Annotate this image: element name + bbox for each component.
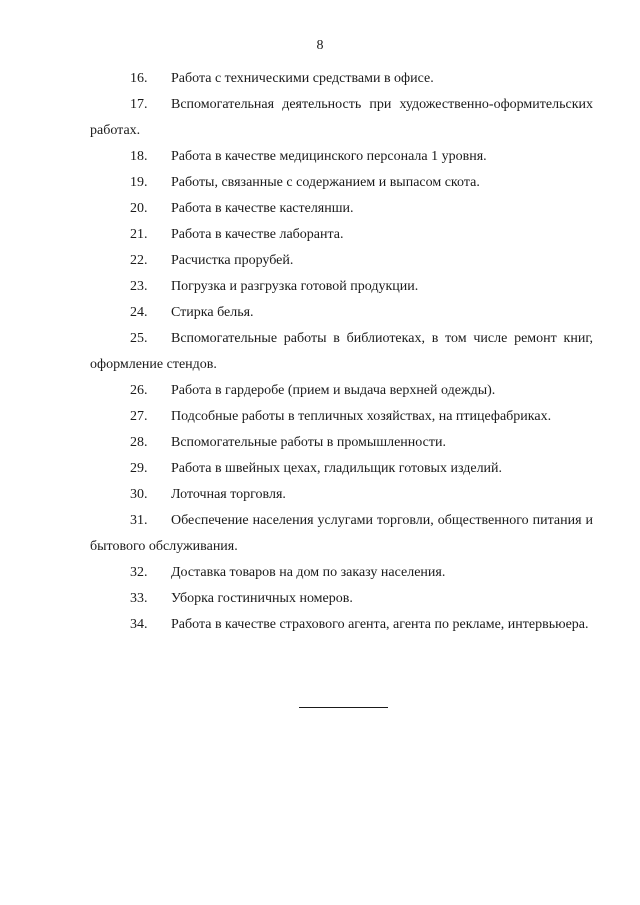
item-text: Вспомогательные работы в библиотеках, в том числе ремонт книг, оформление стендов. [90, 331, 593, 372]
list-item [90, 92, 593, 144]
item-number: 28. [130, 435, 148, 450]
list-item [90, 586, 593, 612]
item-text: Доставка товаров на дом по заказу населения. [171, 565, 446, 580]
list-item [90, 560, 593, 586]
list-item [90, 612, 593, 638]
item-number: 31. [130, 513, 148, 528]
end-rule [299, 707, 388, 708]
item-number: 30. [130, 487, 148, 502]
item-number: 17. [130, 97, 148, 112]
list-item [90, 248, 593, 274]
list-item [90, 378, 593, 404]
item-text: Работа с техническими средствами в офисе. [171, 71, 434, 86]
list-item [90, 404, 593, 430]
item-text: Лоточная торговля. [171, 487, 286, 502]
item-number: 20. [130, 201, 148, 216]
list-item [90, 430, 593, 456]
item-number: 23. [130, 279, 148, 294]
item-text: Обеспечение населения услугами торговли, общественного питания и бытового обслуживания. [90, 513, 593, 554]
list-item [90, 144, 593, 170]
item-text: Работа в качестве медицинского персонала 1 уровня. [171, 149, 487, 164]
item-text: Погрузка и разгрузка готовой продукции. [171, 279, 419, 294]
list-item [90, 274, 593, 300]
item-text: Стирка белья. [171, 305, 254, 320]
list-item [90, 456, 593, 482]
list-item [90, 66, 593, 92]
list-item [90, 482, 593, 508]
list-item [90, 196, 593, 222]
item-number: 21. [130, 227, 148, 242]
item-text: Вспомогательные работы в промышленности. [171, 435, 446, 450]
item-number: 16. [130, 71, 148, 86]
item-number: 33. [130, 591, 148, 606]
item-number: 25. [130, 331, 148, 346]
item-text: Расчистка прорубей. [171, 253, 294, 268]
page-number: 8 [316, 38, 324, 53]
item-text: Работы, связанные с содержанием и выпасом скота. [171, 175, 480, 190]
item-number: 19. [130, 175, 148, 190]
item-number: 26. [130, 383, 148, 398]
item-number: 34. [130, 617, 148, 632]
item-text: Работа в швейных цехах, гладильщик готовых изделий. [171, 461, 503, 476]
item-text: Работа в качестве кастелянши. [171, 201, 354, 216]
item-text: Уборка гостиничных номеров. [171, 591, 353, 606]
list-item [90, 170, 593, 196]
item-number: 32. [130, 565, 148, 580]
list-item [90, 326, 593, 378]
list-item [90, 222, 593, 248]
list-item [90, 300, 593, 326]
item-number: 29. [130, 461, 148, 476]
item-number: 24. [130, 305, 148, 320]
item-text: Работа в гардеробе (прием и выдача верхней одежды). [171, 383, 496, 398]
list-item [90, 508, 593, 560]
work-types-list [90, 66, 593, 638]
item-number: 27. [130, 409, 148, 424]
item-text: Подсобные работы в тепличных хозяйствах, на птицефабриках. [171, 409, 552, 424]
item-text: Работа в качестве лаборанта. [171, 227, 344, 242]
item-text: Работа в качестве страхового агента, агента по рекламе, интервьюера. [171, 617, 589, 632]
item-number: 18. [130, 149, 148, 164]
item-number: 22. [130, 253, 148, 268]
item-text: Вспомогательная деятельность при художественно-оформительских работах. [90, 97, 593, 138]
